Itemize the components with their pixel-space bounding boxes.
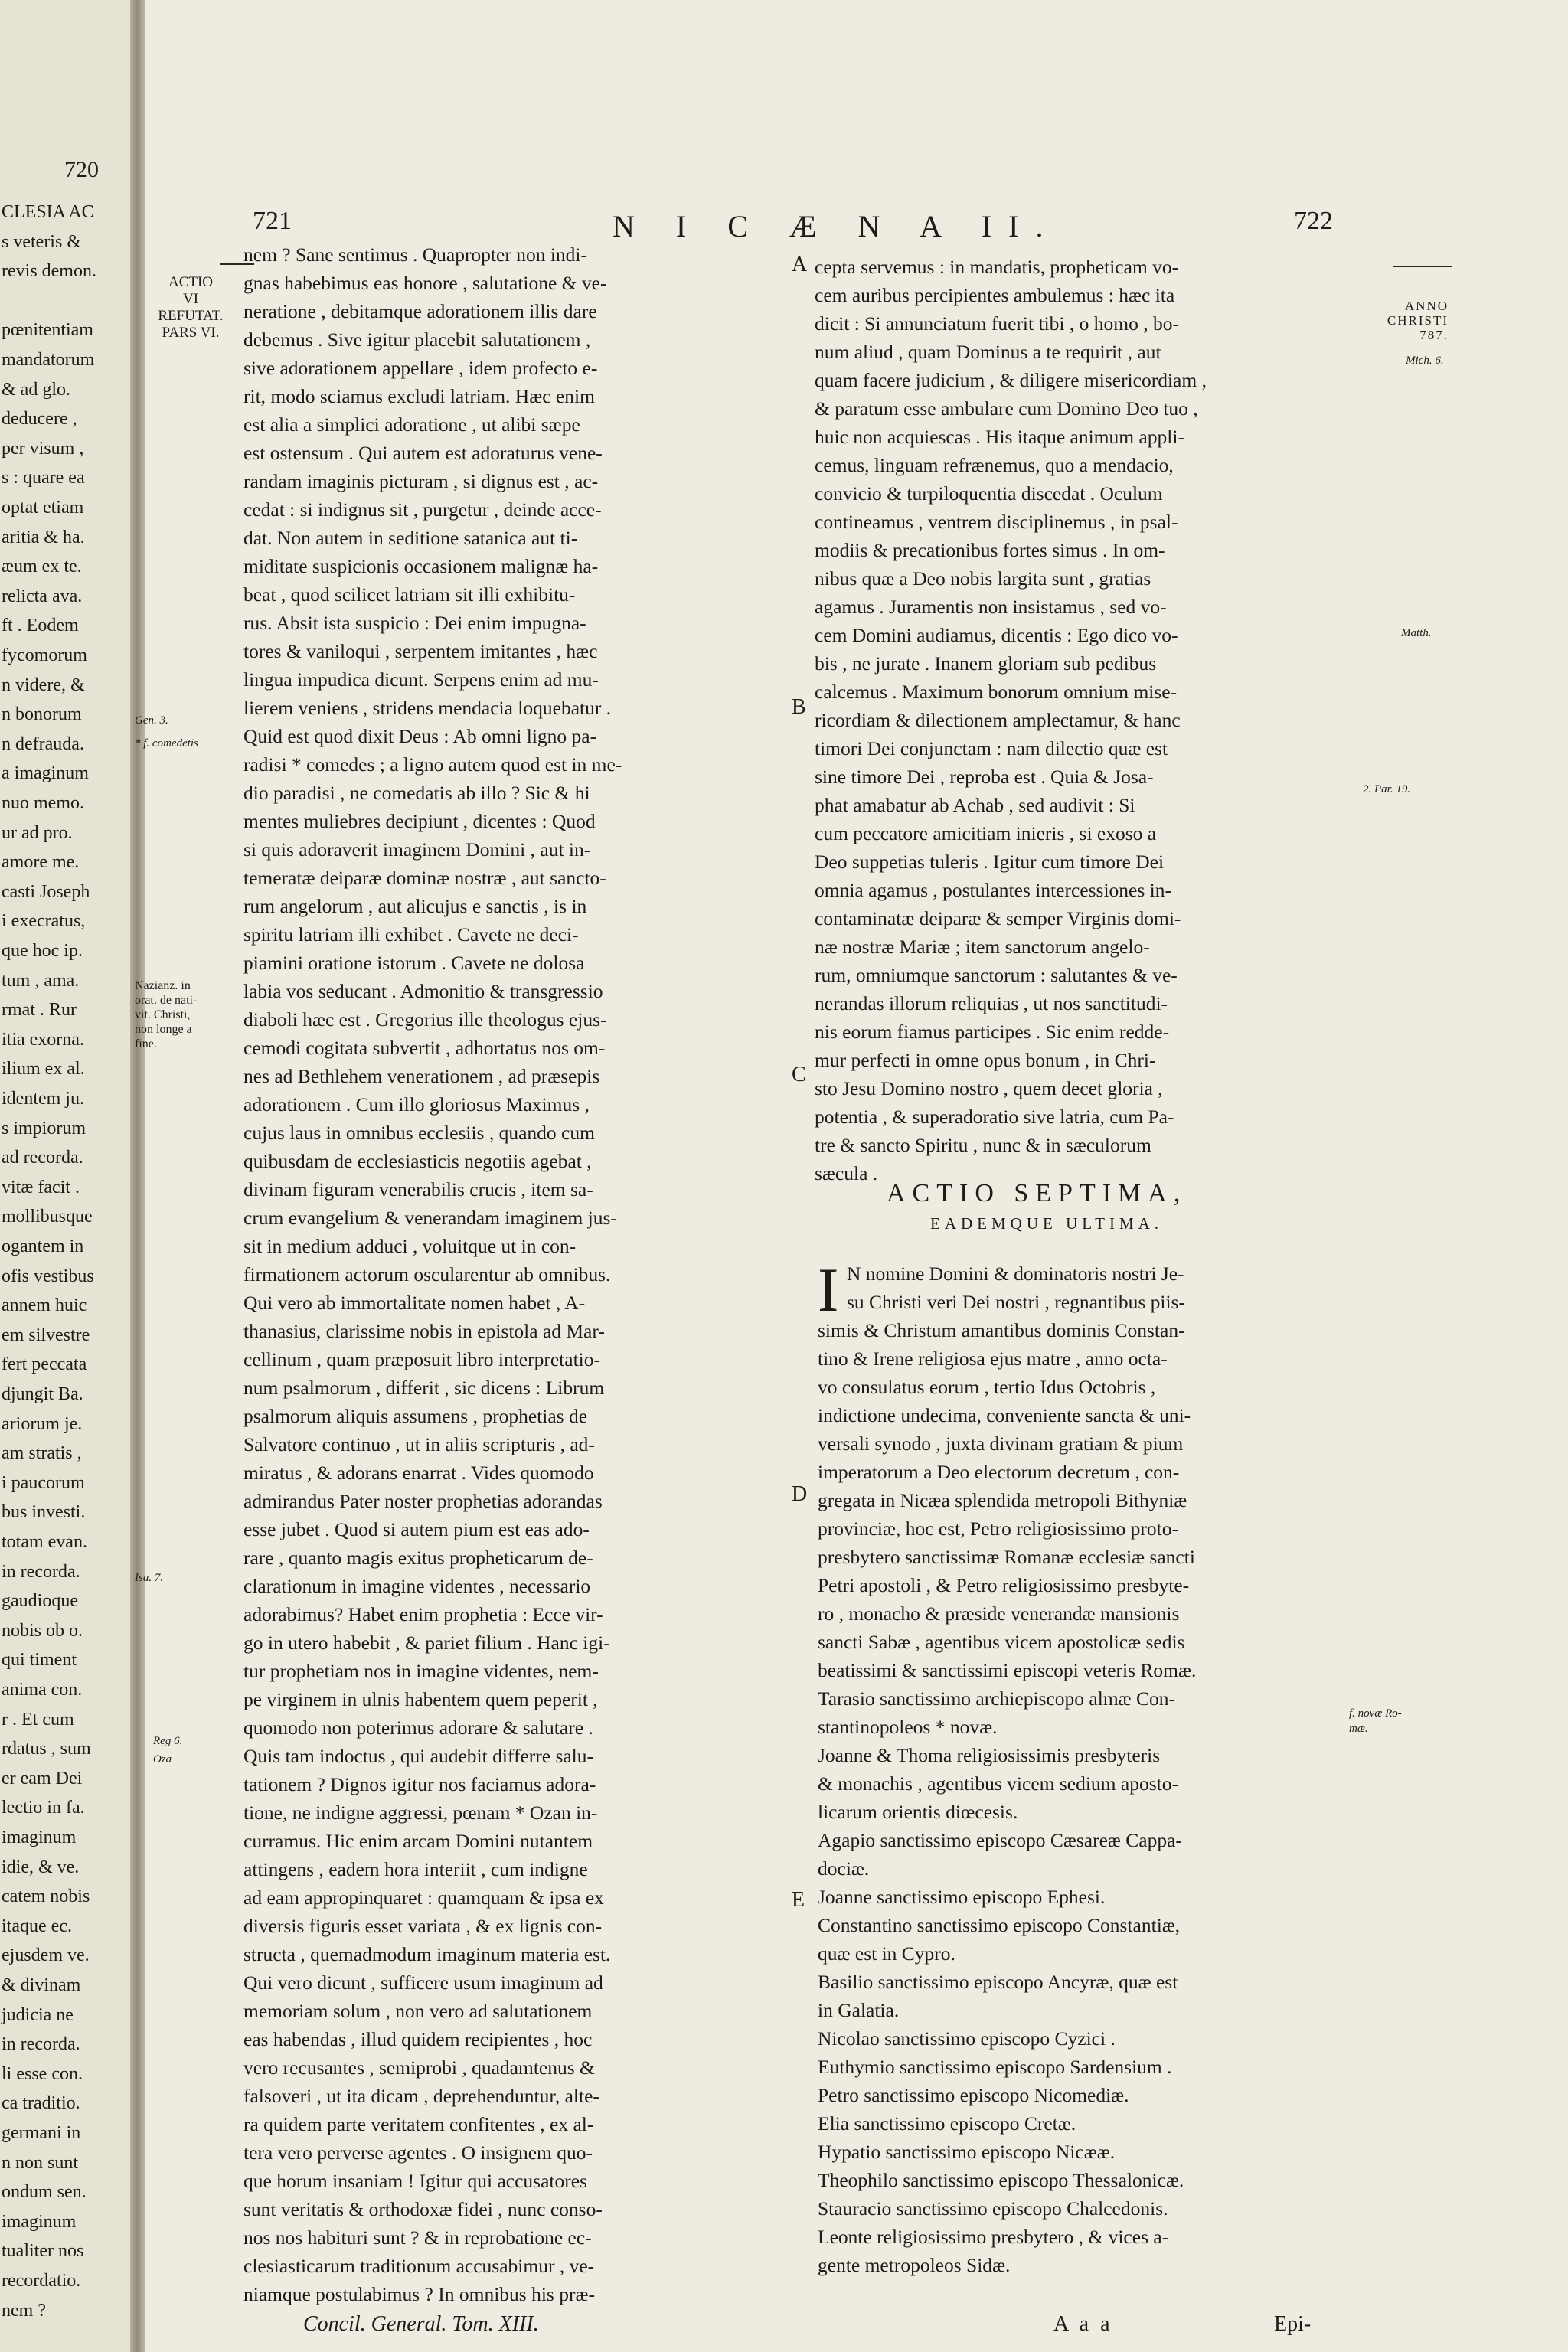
- section-letter-e: E: [792, 1888, 805, 1912]
- text-line: cum peccatore amicitiam inieris , si exoso a: [815, 822, 1157, 844]
- text-line: gnas habebimus eas honore , salutatione & ve-: [243, 272, 607, 294]
- prev-page-line: fert peccata: [2, 1354, 87, 1375]
- prev-page-line: recordatio.: [2, 2271, 81, 2291]
- prev-page-line: anima con.: [2, 1680, 83, 1700]
- prev-page-line: s : quare ea: [2, 468, 85, 488]
- text-line: agamus . Juramentis non insistamus , sed vo-: [815, 596, 1167, 618]
- text-line: clesiasticarum traditionum accusabimur , ve-: [243, 2255, 595, 2277]
- text-line: presbytero sanctissimæ Romanæ ecclesiæ sancti: [818, 1546, 1195, 1568]
- text-line: cellinum , quam præposuit libro interpretatio-: [243, 1348, 600, 1370]
- text-line: beat , quod scilicet latriam sit illi exhibitu-: [243, 583, 576, 606]
- par-reference: 2. Par. 19.: [1363, 783, 1411, 795]
- text-line: gregata in Nicæa splendida metropoli Bithyniæ: [818, 1489, 1187, 1511]
- text-line: cedat : si indignus sit , purgetur , deinde acce-: [243, 498, 602, 521]
- text-line: falsoveri , ut ita dicam , deprehenduntur, alte-: [243, 2085, 599, 2107]
- text-line: que horum insaniam ! Igitur qui accusatores: [243, 2170, 587, 2192]
- text-line: nes ad Bethlehem venerationem , ad præsepis: [243, 1065, 600, 1087]
- text-line: est ostensum . Qui autem est adoraturus vene-: [243, 442, 603, 464]
- text-line: su Christi veri Dei nostri , regnantibus piis-: [847, 1291, 1185, 1313]
- text-line: Euthymio sanctissimo episcopo Sardensium .: [818, 2056, 1172, 2078]
- text-line: indictione undecima, conveniente sancta & uni-: [818, 1404, 1191, 1426]
- actio-septima-text: [818, 1255, 1354, 2279]
- prev-page-line: er eam Dei: [2, 1768, 83, 1788]
- text-line: cem Domini audiamus, dicentis : Ego dico vo-: [815, 624, 1178, 646]
- prev-page-line: ad recorda.: [2, 1148, 83, 1168]
- text-line: firmationem actorum oscularentur ab omnibus.: [243, 1263, 611, 1285]
- text-line: tre & sancto Spiritu , nunc & in sæculorum: [815, 1134, 1152, 1156]
- text-line: Elia sanctissimo episcopo Cretæ.: [818, 2112, 1076, 2135]
- prev-page-line: & divinam: [2, 1975, 81, 1995]
- text-line: stantinopoleos * novæ.: [818, 1716, 998, 1738]
- prev-page-line: amore me.: [2, 852, 80, 873]
- text-line: rum angelorum , aut alicujus e sanctis , is in: [243, 895, 587, 917]
- text-line: Constantino sanctissimo episcopo Constantiæ,: [818, 1914, 1181, 1936]
- text-line: Deo suppetias tuleris . Igitur cum timore Dei: [815, 851, 1165, 873]
- text-line: Agapio sanctissimo episcopo Cæsareæ Cappa-: [818, 1829, 1182, 1851]
- text-line: quæ est in Cypro.: [818, 1942, 956, 1965]
- text-line: phat amabatur ab Achab , sed audivit : Si: [815, 794, 1135, 816]
- text-line: sive adorationem appellare , idem profecto e-: [243, 357, 598, 379]
- text-line: Stauracio sanctissimo episcopo Chalcedonis.: [818, 2197, 1168, 2220]
- text-line: adorationem . Cum illo gloriosus Maximus ,: [243, 1093, 590, 1116]
- text-line: diaboli hæc est . Gregorius ille theologus ejus-: [243, 1008, 607, 1031]
- text-line: lierem veniens , stridens mendacia loquebatur .: [243, 697, 612, 719]
- prev-page-line: rmat . Rur: [2, 1000, 77, 1021]
- text-line: sæcula .: [815, 1162, 878, 1184]
- text-line: est alia a simplici adoratione , ut alibi sæpe: [243, 413, 580, 436]
- text-line: ro , monacho & præside venerandæ mansionis: [818, 1602, 1180, 1625]
- text-line: & paratum esse ambulare cum Domino Deo tuo ,: [815, 397, 1198, 420]
- text-line: niamque postulabimus ? In omnibus his præ-: [243, 2283, 595, 2305]
- prev-page-line: s impiorum: [2, 1118, 87, 1138]
- prev-page-line: tum , ama.: [2, 970, 80, 991]
- text-line: cem auribus percipientes ambulemus : hæc ita: [815, 284, 1175, 306]
- text-line: nibus quæ a Deo nobis largita sunt , gratias: [815, 567, 1152, 590]
- text-line: ricordiam & dilectionem amplectamur, & hanc: [815, 709, 1181, 731]
- margin-rule-right: [1393, 266, 1452, 267]
- text-line: dicit : Si annunciatum fuerit tibi , o homo , bo-: [815, 312, 1179, 335]
- catchword: Epi-: [1274, 2312, 1312, 2336]
- prev-page-line: in recorda.: [2, 1561, 80, 1582]
- prev-page-line: s veteris &: [2, 231, 81, 252]
- actio-margin-label: ACTIO VI REFUTAT. PARS VI.: [158, 274, 224, 341]
- text-line: divinam figuram venerabilis crucis , item sa-: [243, 1178, 593, 1200]
- matth-reference: Matth.: [1401, 627, 1432, 639]
- text-line: dio paradisi , ne comedatis ab illo ? Sic & hi: [243, 782, 590, 804]
- text-line: tione, ne indigne aggressi, pœnam * Ozan in-: [243, 1802, 598, 1824]
- prev-page-line: in recorda.: [2, 2034, 80, 2055]
- prev-page-line: qui timent: [2, 1650, 77, 1671]
- text-line: Petri apostoli , & Petro religiosissimo presbyte-: [818, 1574, 1190, 1596]
- text-line: versali synodo , juxta divinam gratiam & pium: [818, 1432, 1184, 1455]
- prev-page-line: optat etiam: [2, 498, 84, 518]
- text-line: adorabimus? Habet enim prophetia : Ecce vir-: [243, 1603, 603, 1625]
- text-line: neratione , debitamque adorationem illis dare: [243, 300, 597, 322]
- text-line: num aliud , quam Dominus a te requirit , aut: [815, 341, 1161, 363]
- text-line: cujus laus in omnibus ecclesiis , quando cum: [243, 1122, 595, 1144]
- text-line: quam facere judicium , & diligere misericordiam ,: [815, 369, 1207, 391]
- prev-page-line: judicia ne: [2, 2004, 74, 2025]
- prev-page-line: nem ?: [2, 2300, 46, 2321]
- prev-page-line: æum ex te.: [2, 557, 82, 577]
- prev-page-line: i execratus,: [2, 911, 86, 932]
- prev-page-line: & ad glo.: [2, 379, 70, 400]
- right-page-number: 722: [1294, 207, 1333, 235]
- text-line: miratus , & adorans enarrat . Vides quomodo: [243, 1462, 594, 1484]
- text-line: memoriam solum , non vero ad salutationem: [243, 2000, 593, 2022]
- text-line: ra quidem parte veritatem confitentes , ex al-: [243, 2113, 594, 2135]
- text-line: sine timore Dei , reproba est . Quia & Josa-: [815, 766, 1154, 788]
- text-line: pe virginem in ulnis habentem quem peperit ,: [243, 1688, 598, 1710]
- text-line: si quis adoraverit imaginem Domini , aut in-: [243, 838, 591, 861]
- prev-page-line: imaginum: [2, 2211, 77, 2232]
- nova-romae-note: f. novæ Ro- mæ.: [1349, 1707, 1402, 1735]
- prev-page-line: nuo memo.: [2, 793, 84, 813]
- prev-page-line: itia exorna.: [2, 1029, 84, 1050]
- signature-mark: A a a: [1054, 2312, 1113, 2336]
- prev-page-line: n defrauda.: [2, 733, 84, 754]
- prev-page-line: ondum sen.: [2, 2182, 87, 2203]
- text-line: Salvatore continuo , ut in aliis scripturis , ad-: [243, 1433, 595, 1455]
- text-line: attingens , eadem hora interiit , cum indigne: [243, 1858, 588, 1880]
- prev-page-line: rdatus , sum: [2, 1739, 91, 1759]
- text-line: Theophilo sanctissimo episcopo Thessalonicæ.: [818, 2169, 1184, 2191]
- text-line: rum, omniumque sanctorum : salutantes & ve-: [815, 964, 1178, 986]
- isa-reference: Isa. 7.: [135, 1572, 164, 1584]
- running-title: N I C Æ N A II.: [612, 209, 1060, 243]
- text-line: radisi * comedes ; a ligno autem quod est in me-: [243, 753, 622, 776]
- text-line: rare , quanto magis exitus propheticarum de-: [243, 1547, 593, 1569]
- text-line: gente metropoleos Sidæ.: [818, 2254, 1011, 2276]
- text-line: psalmorum aliquis assumens , prophetias de: [243, 1405, 588, 1427]
- prev-page-line: li esse con.: [2, 2063, 83, 2084]
- prev-page-line: totam evan.: [2, 1532, 87, 1552]
- anno-christi-note: ANNO CHRISTI 787.: [1387, 299, 1449, 342]
- prev-page-line: mandatorum: [2, 350, 95, 370]
- text-line: tera vero perverse agentes . O insignem quo-: [243, 2141, 593, 2164]
- text-line: diversis figuris esset variata , & ex lignis con-: [243, 1915, 603, 1937]
- prev-page-line: que hoc ip.: [2, 941, 83, 961]
- text-line: crum evangelium & venerandam imaginem jus-: [243, 1207, 617, 1229]
- text-line: tationem ? Dignos igitur nos faciamus adora-: [243, 1773, 596, 1795]
- text-line: modiis & precationibus fortes simus . In om-: [815, 539, 1165, 561]
- text-line: cepta servemus : in mandatis, propheticam vo-: [815, 256, 1179, 278]
- prev-page-line: deducere ,: [2, 409, 77, 430]
- text-line: structa , quemadmodum imaginum materia est.: [243, 1943, 611, 1965]
- prev-page-line: ft . Eodem: [2, 616, 79, 636]
- text-line: cemodi cogitata subvertit , adhortatus nos om-: [243, 1037, 606, 1059]
- left-page-number: 721: [253, 207, 292, 235]
- nazianz-note: Nazianz. in orat. de nati- vit. Christi, non longe a fine.: [135, 979, 198, 1050]
- prev-page-line: catem nobis: [2, 1886, 90, 1907]
- text-line: admirandus Pater noster prophetias adorandas: [243, 1490, 603, 1512]
- text-line: mur perfecti in omne opus bonum , in Chri-: [815, 1049, 1156, 1071]
- text-line: nem ? Sane sentimus . Quapropter non indi-: [243, 243, 587, 266]
- prev-page-line: revis demon.: [2, 261, 96, 282]
- prev-page-line: r . Et cum: [2, 1709, 74, 1730]
- reg-reference: Reg 6. Oza: [153, 1735, 183, 1766]
- prev-page-line: ariorum je.: [2, 1413, 83, 1434]
- text-line: sancti Sabæ , agentibus vicem apostolicæ sedis: [818, 1631, 1185, 1653]
- text-line: mentes muliebres decipiunt , dicentes : Quod: [243, 810, 596, 832]
- actio-septima-title: ACTIO SEPTIMA,: [887, 1179, 1187, 1207]
- section-letter-d: D: [792, 1482, 808, 1506]
- text-line: nerandas illorum reliquias , ut nos sanctitudi-: [815, 992, 1168, 1014]
- prev-page-line: aritia & ha.: [2, 527, 85, 547]
- drop-capital: I: [818, 1255, 839, 1325]
- text-line: contineamus , ventrem disciplinemus , in psal-: [815, 511, 1178, 533]
- section-letter-b: B: [792, 695, 806, 719]
- text-line: calcemus . Maximum bonorum omnium mise-: [815, 681, 1178, 703]
- prev-page-number: 720: [64, 157, 99, 182]
- prev-page-line: CLESIA AC: [2, 202, 94, 222]
- text-line: & monachis , agentibus vicem sedium aposto-: [818, 1772, 1178, 1795]
- text-line: Qui vero ab immortalitate nomen habet , A-: [243, 1292, 586, 1314]
- text-line: licarum orientis diœcesis.: [818, 1801, 1018, 1823]
- section-letter-a: A: [792, 253, 808, 276]
- text-line: Leonte religiosissimo presbytero , & vices a-: [818, 2226, 1169, 2248]
- text-line: dociæ.: [818, 1857, 870, 1880]
- text-line: sit in medium adduci , voluitque ut in con-: [243, 1235, 577, 1257]
- text-line: simis & Christum amantibus dominis Constan-: [818, 1319, 1185, 1341]
- previous-page: [0, 0, 139, 2352]
- text-line: quomodo non poterimus adorare & salutare .: [243, 1717, 593, 1739]
- prev-page-line: casti Joseph: [2, 881, 90, 902]
- prev-page-line: vitæ facit .: [2, 1177, 80, 1197]
- text-line: dat. Non autem in seditione satanica aut ti-: [243, 527, 578, 549]
- text-line: beatissimi & sanctissimi episcopi veteris Romæ.: [818, 1659, 1197, 1681]
- text-line: contaminatæ deiparæ & semper Virginis domi-: [815, 907, 1181, 929]
- text-line: Joanne & Thoma religiosissimis presbyteris: [818, 1744, 1161, 1766]
- text-line: Hypatio sanctissimo episcopo Nicææ.: [818, 2141, 1116, 2163]
- text-line: clarationum in imagine videntes , necessario: [243, 1575, 591, 1597]
- text-line: rus. Absit ista suspicio : Dei enim impugna-: [243, 612, 586, 634]
- text-line: lingua impudica dicunt. Serpens enim ad mu-: [243, 668, 599, 691]
- text-line: Nicolao sanctissimo episcopo Cyzici .: [818, 2027, 1116, 2050]
- text-line: cemus, linguam refrænemus, quo a mendacio,: [815, 454, 1174, 476]
- text-line: vero recusantes , semiprobi , quadamtenus &: [243, 2056, 595, 2079]
- prev-page-line: annem huic: [2, 1295, 87, 1316]
- text-line: nos nos habituri sunt ? & in reprobatione ec-: [243, 2226, 592, 2249]
- prev-page-line: relicta ava.: [2, 586, 83, 606]
- text-line: nis eorum fiamus participes . Sic enim redde-: [815, 1021, 1170, 1043]
- prev-page-line: imaginum: [2, 1828, 77, 1847]
- text-line: piamini oratione istorum . Cavete ne dolosa: [243, 952, 585, 974]
- prev-page-line: ejusdem ve.: [2, 1945, 90, 1966]
- prev-page-line: germani in: [2, 2123, 81, 2143]
- footer-volume: Concil. General. Tom. XIII.: [303, 2312, 539, 2336]
- prev-page-line: mollibusque: [2, 1207, 93, 1227]
- prev-page-line: fycomorum: [2, 645, 87, 665]
- prev-page-line: ofis vestibus: [2, 1266, 94, 1286]
- text-line: Quid est quod dixit Deus : Ab omni ligno pa-: [243, 725, 597, 747]
- prev-page-line: pœnitentiam: [2, 320, 93, 341]
- gen-reference: Gen. 3.: [135, 714, 168, 727]
- text-line: tores & vaniloqui , serpentem imitantes , hæc: [243, 640, 598, 662]
- text-line: timori Dei conjunctam : nam dilectio quæ est: [815, 737, 1168, 760]
- prev-page-line: bus investi.: [2, 1502, 86, 1523]
- text-line: Basilio sanctissimo episcopo Ancyræ, quæ est: [818, 1971, 1178, 1993]
- text-line: spiritu latriam illi exhibet . Cavete ne deci-: [243, 923, 579, 946]
- text-line: provinciæ, hoc est, Petro religiosissimo proto-: [818, 1517, 1178, 1540]
- text-line: Joanne sanctissimo episcopo Ephesi.: [818, 1886, 1106, 1908]
- text-line: sunt veritatis & orthodoxæ fidei , nunc conso-: [243, 2198, 603, 2220]
- left-column-text: [243, 240, 789, 2308]
- gen-note: * f. comedetis: [135, 737, 198, 750]
- prev-page-line: djungit Ba.: [2, 1384, 83, 1404]
- prev-page-line: ogantem in: [2, 1236, 84, 1256]
- text-line: omnia agamus , postulantes intercessiones in-: [815, 879, 1171, 901]
- prev-page-line: n non sunt: [2, 2152, 79, 2173]
- text-line: vo consulatus eorum , tertio Idus Octobris ,: [818, 1376, 1156, 1398]
- text-line: potentia , & superadoratio sive latria, cum Pa-: [815, 1106, 1174, 1128]
- text-line: imperatorum a Deo electorum decretum , con-: [818, 1461, 1180, 1483]
- text-line: esse jubet . Quod si autem pium est eas ado-: [243, 1518, 590, 1540]
- text-line: næ nostræ Mariæ ; item sanctorum angelo-: [815, 936, 1150, 958]
- text-line: Tarasio sanctissimo archiepiscopo almæ Con-: [818, 1687, 1176, 1710]
- text-line: miditate suspicionis occasionem malignæ ha-: [243, 555, 599, 577]
- prev-page-line: a imaginum: [2, 763, 89, 784]
- prev-page-line: em silvestre: [2, 1325, 90, 1345]
- text-line: thanasius, clarissime nobis in epistola ad Mar-: [243, 1320, 605, 1342]
- text-line: Quis tam indoctus , qui audebit differre salu-: [243, 1745, 594, 1767]
- prev-page-line: gaudioque: [2, 1591, 78, 1612]
- text-line: huic non acquiescas . His itaque animum appli-: [815, 426, 1184, 448]
- text-line: sto Jesu Domino nostro , quem decet gloria ,: [815, 1077, 1163, 1099]
- prev-page-line: i paucorum: [2, 1472, 85, 1493]
- text-line: curramus. Hic enim arcam Domini nutantem: [243, 1830, 593, 1852]
- text-line: Petro sanctissimo episcopo Nicomediæ.: [818, 2084, 1129, 2106]
- book-gutter: [130, 0, 147, 2352]
- prev-page-line: ca traditio.: [2, 2093, 80, 2114]
- prev-page-line: itaque ec.: [2, 1916, 72, 1936]
- right-column-text: [815, 253, 1346, 1187]
- prev-page-line: lectio in fa.: [2, 1798, 85, 1818]
- text-line: ad eam appropinquaret : quamquam & ipsa ex: [243, 1886, 604, 1909]
- text-line: quibusdam de ecclesiasticis negotiis agebat ,: [243, 1150, 592, 1172]
- text-line: labia vos seducant . Admonitio & transgressio: [243, 980, 603, 1002]
- prev-page-line: ilium ex al.: [2, 1059, 85, 1080]
- prev-page-line: tualiter nos: [2, 2241, 84, 2262]
- prev-page-line: per visum ,: [2, 438, 84, 459]
- text-line: tur prophetiam nos in imagine videntes, nem-: [243, 1660, 599, 1682]
- section-letter-c: C: [792, 1063, 806, 1086]
- text-line: N nomine Domini & dominatoris nostri Je-: [847, 1263, 1184, 1285]
- text-line: tino & Irene religiosa ejus matre , anno octa-: [818, 1348, 1168, 1370]
- text-line: convicio & turpiloquentia discedat . Oculum: [815, 482, 1163, 505]
- text-line: eas habendas , illud quidem recipientes , hoc: [243, 2028, 593, 2050]
- mich-reference: Mich. 6.: [1406, 354, 1444, 367]
- prev-page-line: n bonorum: [2, 704, 82, 725]
- prev-page-line: ur ad pro.: [2, 822, 73, 843]
- prev-page-line: nobis ob o.: [2, 1620, 83, 1641]
- actio-septima-subtitle: EADEMQUE ULTIMA.: [930, 1214, 1164, 1233]
- text-line: debemus . Sive igitur placebit salutationem ,: [243, 328, 591, 351]
- prev-page-line: am stratis ,: [2, 1443, 82, 1464]
- text-line: randam imaginis picturam , si dignus est , ac-: [243, 470, 599, 492]
- prev-page-line: identem ju.: [2, 1089, 84, 1109]
- text-line: go in utero habebit , & pariet filium . Hanc igi-: [243, 1632, 610, 1654]
- text-line: Qui vero dicunt , sufficere usum imaginum ad: [243, 1971, 603, 1994]
- text-line: rit, modo sciamus excludi latriam. Hæc enim: [243, 385, 595, 407]
- text-line: temeratæ deiparæ dominæ nostræ , aut sancto-: [243, 867, 606, 889]
- prev-page-line: n videre, &: [2, 675, 85, 695]
- text-line: num psalmorum , differit , sic dicens : Librum: [243, 1377, 605, 1399]
- prev-page-line: idie, & ve.: [2, 1857, 80, 1877]
- text-line: in Galatia.: [818, 1999, 900, 2021]
- text-line: bis , ne jurate . Inanem gloriam sub pedibus: [815, 652, 1157, 675]
